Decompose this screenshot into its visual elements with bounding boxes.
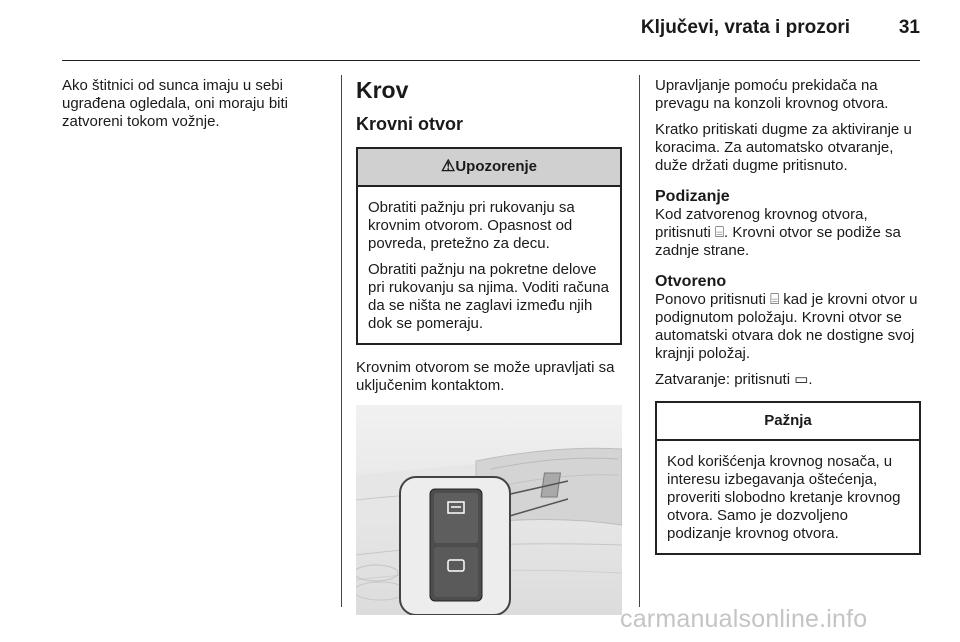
warning-box — [356, 147, 622, 345]
page-number: 31 — [898, 17, 920, 38]
warning-triangle-icon: ⚠ — [440, 158, 456, 175]
header-divider — [62, 60, 920, 61]
section-heading: Krov — [356, 77, 409, 103]
sun-visor-mirror-paragraph: Ako štitnici od sunca imaju u sebi ugrađena ogledala, oni moraju biti zatvoreni tokom vožnje. — [62, 77, 288, 130]
page-header-title: Ključevi, vrata i prozori — [640, 17, 850, 38]
notice-box — [655, 401, 921, 555]
warning-paragraph: Obratiti pažnju na pokretne delove pri rukovanju sa njima. Voditi računa da se ništa ne zaglavi između njih dok se pomeraju. — [368, 261, 609, 332]
left-column — [62, 77, 322, 139]
sunroof-switch-illustration — [356, 405, 622, 615]
open-heading: Otvoreno — [655, 273, 727, 290]
warning-box-header — [358, 149, 620, 187]
sunroof-tilt-icon: ⌸ — [770, 291, 780, 308]
close-text-end: . — [808, 371, 813, 388]
column-divider-right — [639, 75, 640, 607]
right-column — [655, 77, 921, 555]
step-operation-paragraph: Kratko pritiskati dugme za aktiviranje u koracima. Za automatsko otvaranje, duže držati dugme pritisnuto. — [655, 121, 912, 174]
column-divider-left — [341, 75, 342, 607]
close-paragraph — [655, 371, 921, 389]
open-text: Ponovo pritisnuti — [655, 291, 766, 308]
lift-heading: Podizanje — [655, 188, 730, 205]
sunroof-switch-drawing — [356, 405, 622, 615]
warning-title: Upozorenje — [455, 158, 538, 175]
watermark: carmanualsonline.info — [620, 605, 868, 633]
notice-box-header: Pažnja — [657, 403, 919, 441]
middle-column — [356, 77, 622, 615]
sunroof-close-icon: ▭ — [794, 371, 809, 388]
operation-paragraph: Upravljanje pomoću prekidača na prevagu na konzoli krovnog otvora. — [655, 77, 889, 112]
open-text-end: kad je krovni otvor u podignutom položaju. Krovni otvor se automatski otvara dok ne dostigne svoj krajnji položaj. — [655, 291, 918, 362]
warning-paragraph: Obratiti pažnju pri rukovanju sa krovnim otvorom. Opasnost od povreda, pretežno za decu. — [368, 199, 575, 252]
sunroof-tilt-icon: ⌸ — [715, 224, 725, 241]
notice-paragraph: Kod korišćenja krovnog nosača, u interesu izbegavanja oštećenja, proveriti slobodno kretanje krovnog otvora. Samo je dozvoljeno podizanje krovnog otvora. — [667, 453, 901, 542]
notice-box-body — [657, 441, 919, 553]
warning-box-body — [358, 187, 620, 343]
section-subheading: Krovni otvor — [356, 114, 464, 134]
lift-paragraph — [655, 206, 921, 260]
ignition-paragraph: Krovnim otvorom se može upravljati sa uključenim kontaktom. — [356, 359, 615, 394]
close-text: Zatvaranje: pritisnuti — [655, 371, 791, 388]
open-paragraph — [655, 291, 921, 363]
lift-text: Kod zatvorenog krovnog otvora, pritisnuti — [655, 206, 868, 241]
lift-text-end: . Krovni otvor se podiže sa zadnje strane. — [655, 224, 901, 259]
